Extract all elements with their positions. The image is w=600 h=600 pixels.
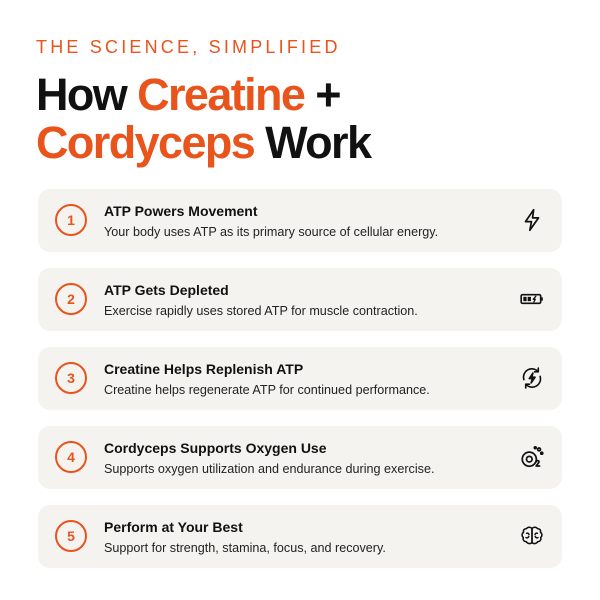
recharge-cycle-icon (517, 363, 547, 393)
step-title: ATP Powers Movement (104, 203, 258, 219)
step-number-badge: 1 (55, 204, 87, 236)
step-card-1 (38, 189, 562, 252)
step-card-3 (38, 347, 562, 410)
title-text-work: Work (254, 117, 371, 168)
step-card-5 (38, 505, 562, 568)
title-line-1 (36, 71, 566, 119)
brain-icon (517, 521, 547, 551)
step-card-4 (38, 426, 562, 489)
step-description: Support for strength, stamina, focus, and recovery. (104, 541, 386, 555)
battery-charging-icon (517, 284, 547, 314)
step-description: Supports oxygen utilization and endurance during exercise. (104, 462, 435, 476)
step-number-badge: 5 (55, 520, 87, 552)
title-accent-creatine: Creatine (137, 69, 305, 120)
step-title: Cordyceps Supports Oxygen Use (104, 440, 327, 456)
title-text-plus: + (304, 69, 340, 120)
step-card-2 (38, 268, 562, 331)
step-title: ATP Gets Depleted (104, 282, 229, 298)
title-text: How (36, 69, 138, 120)
page-title (36, 71, 566, 167)
step-title: Creatine Helps Replenish ATP (104, 361, 304, 377)
steps-list (38, 189, 562, 584)
step-number-badge: 2 (55, 283, 87, 315)
step-description: Creatine helps regenerate ATP for continued performance. (104, 383, 430, 397)
eyebrow-label: THE SCIENCE, SIMPLIFIED (36, 37, 341, 57)
title-accent-cordyceps: Cordyceps (36, 117, 255, 168)
step-description: Your body uses ATP as its primary source of cellular energy. (104, 225, 439, 239)
title-line-2 (36, 119, 566, 167)
step-number-badge: 4 (55, 441, 87, 473)
step-description: Exercise rapidly uses stored ATP for muscle contraction. (104, 304, 418, 318)
lightning-bolt-icon (517, 205, 547, 235)
oxygen-o2-icon (517, 442, 547, 472)
step-number-badge: 3 (55, 362, 87, 394)
step-title: Perform at Your Best (104, 519, 243, 535)
